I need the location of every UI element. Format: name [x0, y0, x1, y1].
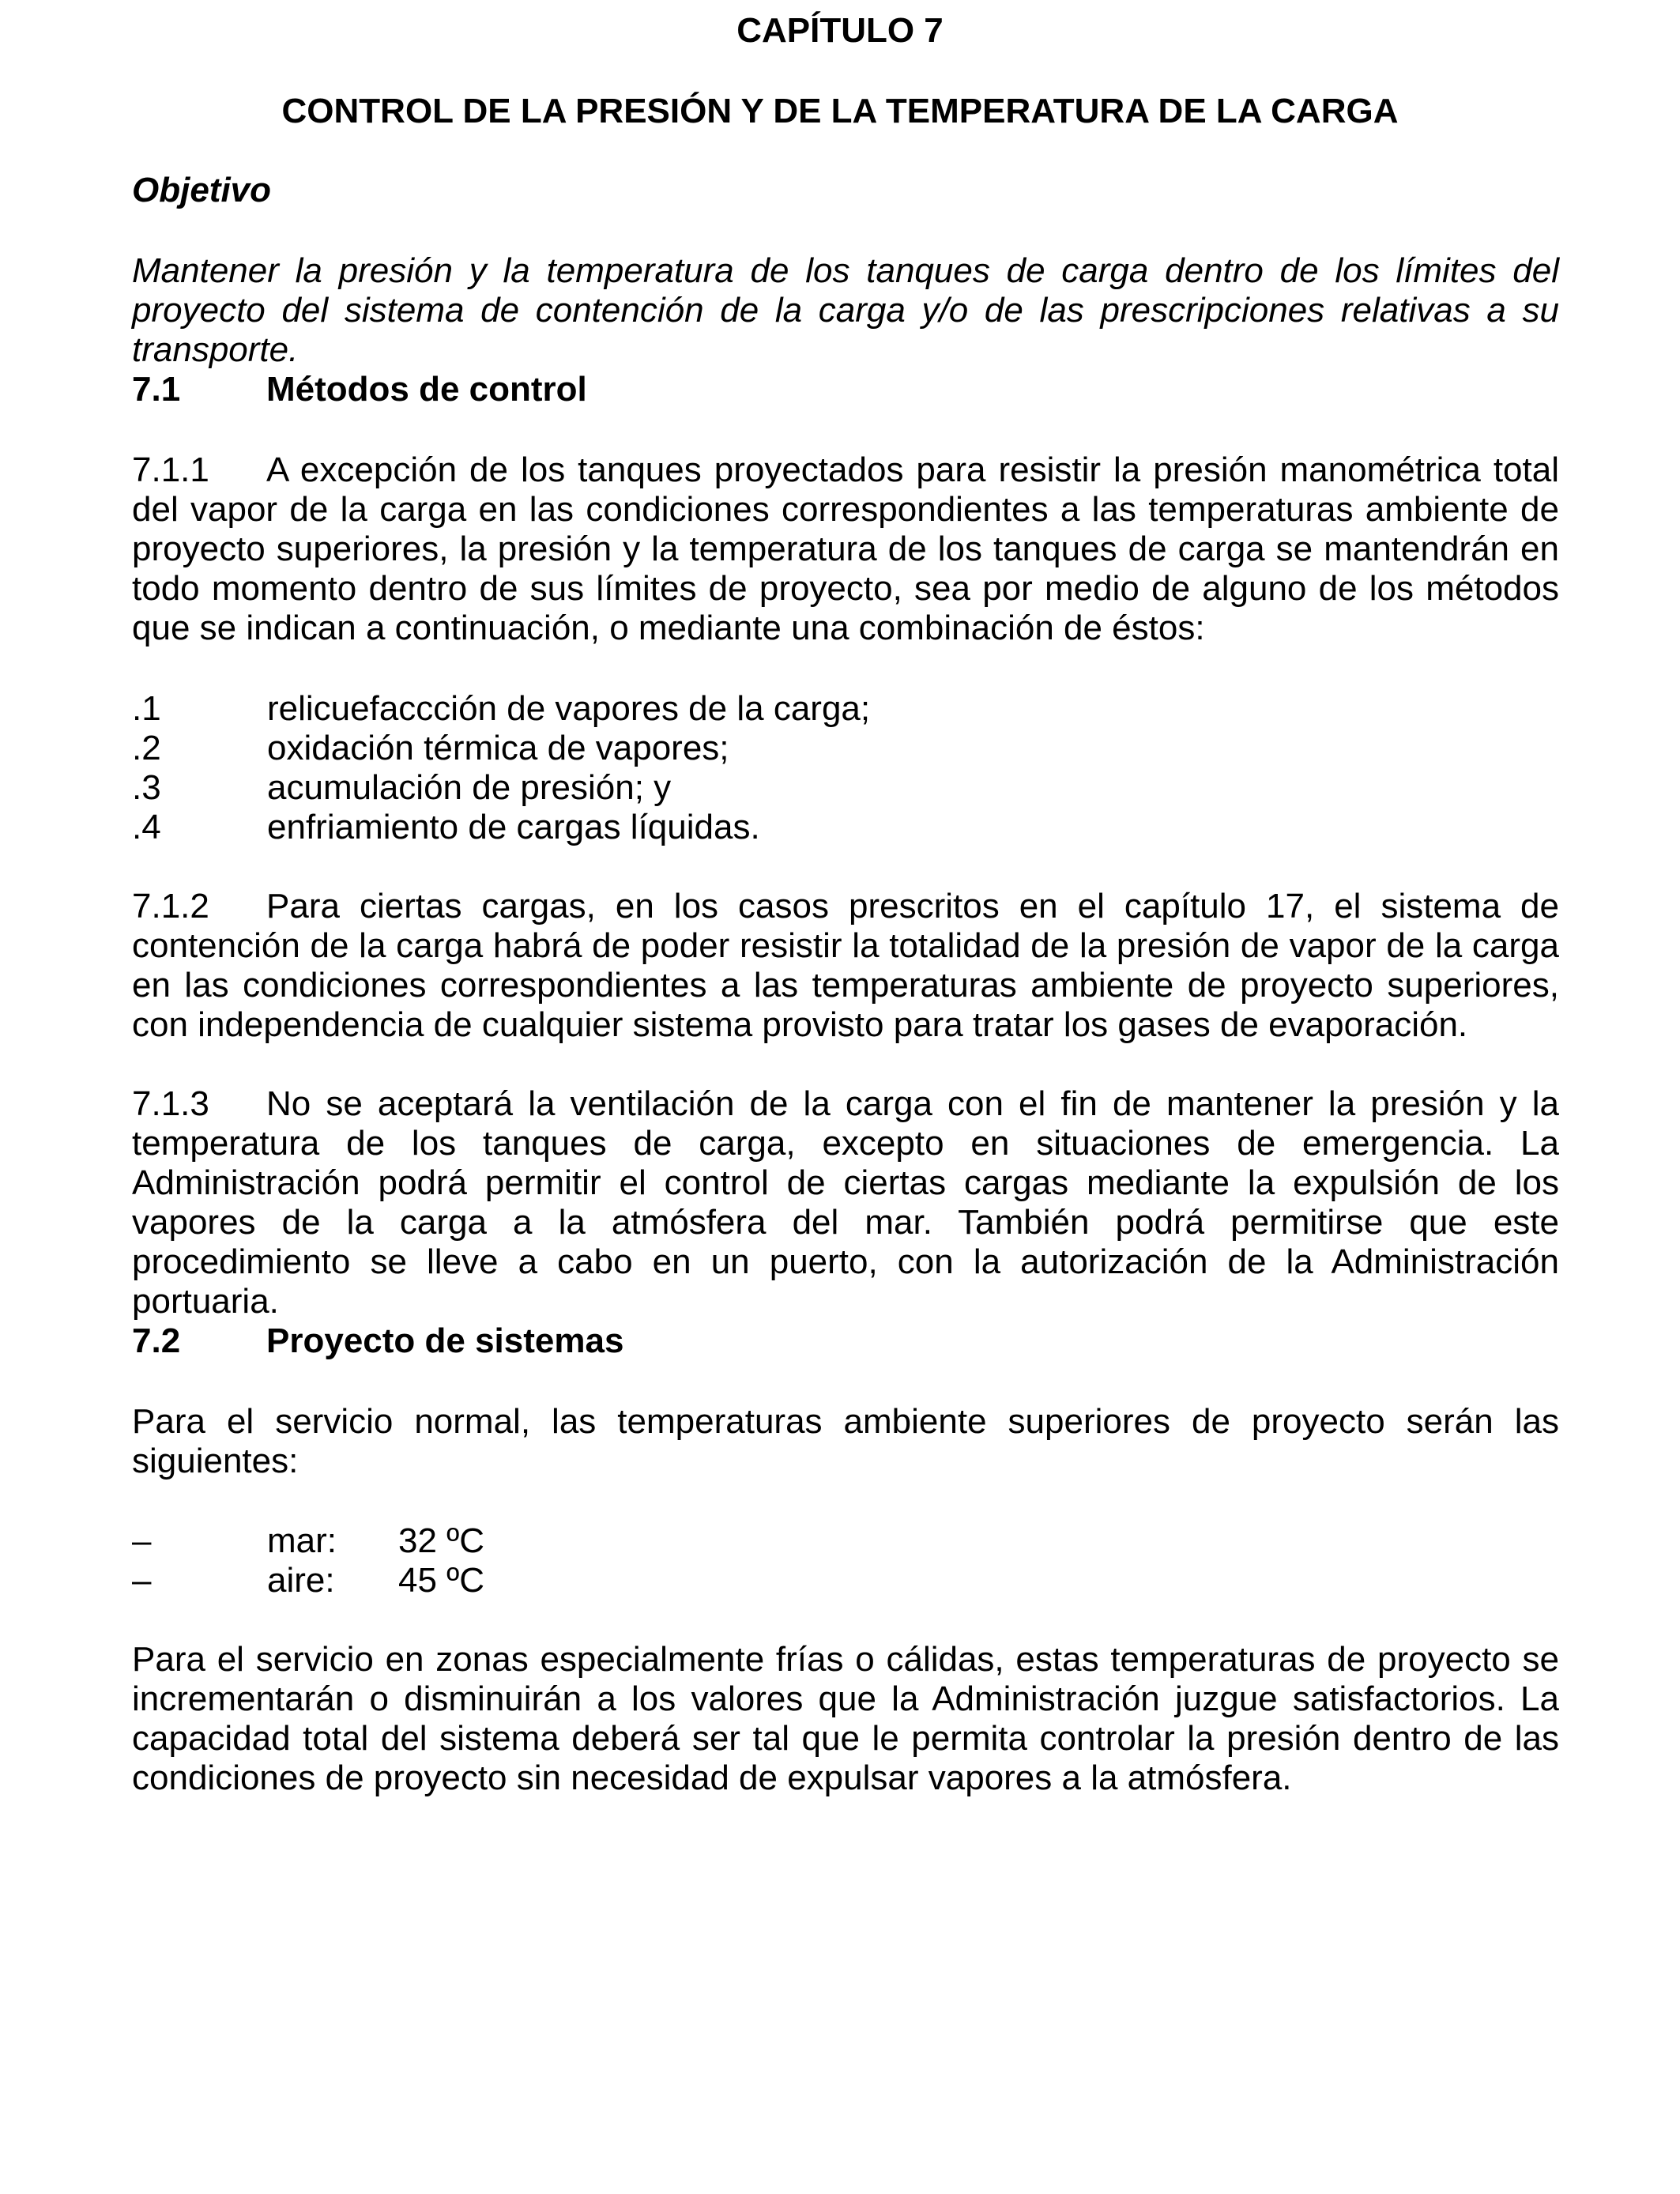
list-item — [0, 729, 1680, 768]
paragraph-number: 7.1.3 — [132, 1084, 209, 1123]
list-text: enfriamiento de cargas líquidas. — [267, 808, 760, 846]
paragraph-7-2-intro: Para el servicio normal, las temperaturas ambiente superiores de proyecto serán las siguientes: — [132, 1402, 1559, 1480]
list-marker: .2 — [132, 729, 161, 767]
section-number: 7.2 — [132, 1321, 181, 1360]
section-number: 7.1 — [132, 370, 181, 409]
list-item — [0, 768, 1680, 808]
paragraph-text: Para ciertas cargas, en los casos prescritos en el capítulo 17, el sistema de contención de la carga habrá de poder resistir la totalidad de la presión de vapor de la carga en las condiciones correspondientes a las temperaturas ambiente de proyecto superiores, con independencia de cualquier sistema provisto para tratar los gases de evaporación. — [132, 887, 1559, 1044]
paragraph-number: 7.1.1 — [132, 450, 209, 489]
temperature-label: mar: — [267, 1521, 337, 1560]
paragraph-7-1-1 — [132, 450, 1559, 648]
temperature-value: 45 ºC — [398, 1561, 485, 1600]
paragraph-text: A excepción de los tanques proyectados para resistir la presión manométrica total del vapor de la carga en las condiciones correspondientes a las temperaturas ambiente de proyecto superiores, la presión y la temperatura de los tanques de carga se mantendrán en todo momento dentro de sus límites de proyecto, sea por medio de alguno de los métodos que se indican a continuación, o mediante una combinación de éstos: — [132, 450, 1559, 647]
list-text: relicuefaccción de vapores de la carga; — [267, 689, 871, 728]
list-marker: .3 — [132, 768, 161, 807]
list-text: oxidación térmica de vapores; — [267, 729, 729, 767]
paragraph-7-1-3 — [132, 1084, 1559, 1321]
paragraph-text: No se aceptará la ventilación de la carga con el fin de mantener la presión y la temperatura de los tanques de carga, excepto en situaciones de emergencia. La Administración podrá permitir el control de ciertas cargas mediante la expulsión de los vapores de la carga a la atmósfera del mar. También podrá permitirse que este procedimiento se lleve a cabo en un puerto, con la autorización de la Administración portuaria. — [132, 1084, 1559, 1321]
list-marker: .1 — [132, 689, 161, 728]
list-marker: – — [132, 1521, 152, 1560]
paragraph-7-1-2 — [132, 887, 1559, 1045]
objective-label: Objetivo — [132, 171, 272, 209]
temperature-value: 32 ºC — [398, 1521, 485, 1560]
list-item — [0, 1561, 1680, 1600]
list-marker: .4 — [132, 808, 161, 846]
section-title: Métodos de control — [266, 370, 587, 409]
temperature-label: aire: — [267, 1561, 335, 1600]
paragraph-number: 7.1.2 — [132, 887, 209, 925]
list-item — [0, 1521, 1680, 1561]
section-title: Proyecto de sistemas — [266, 1321, 624, 1360]
section-7-1-heading — [132, 370, 1559, 409]
paragraph-7-2-final: Para el servicio en zonas especialmente frías o cálidas, estas temperaturas de proyecto se incrementarán o disminuirán a los valores que la Administración juzgue satisfactorios. La capacidad total del sistema deberá ser tal que le permita controlar la presión dentro de las condiciones de proyecto sin necesidad de expulsar vapores a la atmósfera. — [132, 1640, 1559, 1797]
methods-list — [0, 689, 1680, 847]
list-item — [0, 689, 1680, 729]
list-text: acumulación de presión; y — [267, 768, 672, 807]
chapter-heading: CAPÍTULO 7 — [736, 11, 944, 50]
objective-text: Mantener la presión y la temperatura de los tanques de carga dentro de los límites del proyecto del sistema de contención de la carga y/o de las prescripciones relativas a su transporte. — [132, 251, 1559, 369]
list-item — [0, 808, 1680, 847]
chapter-title: CONTROL DE LA PRESIÓN Y DE LA TEMPERATURA DE LA CARGA — [281, 92, 1399, 130]
section-7-2-heading — [132, 1321, 1559, 1361]
list-marker: – — [132, 1561, 152, 1600]
temperature-list — [0, 1521, 1680, 1600]
